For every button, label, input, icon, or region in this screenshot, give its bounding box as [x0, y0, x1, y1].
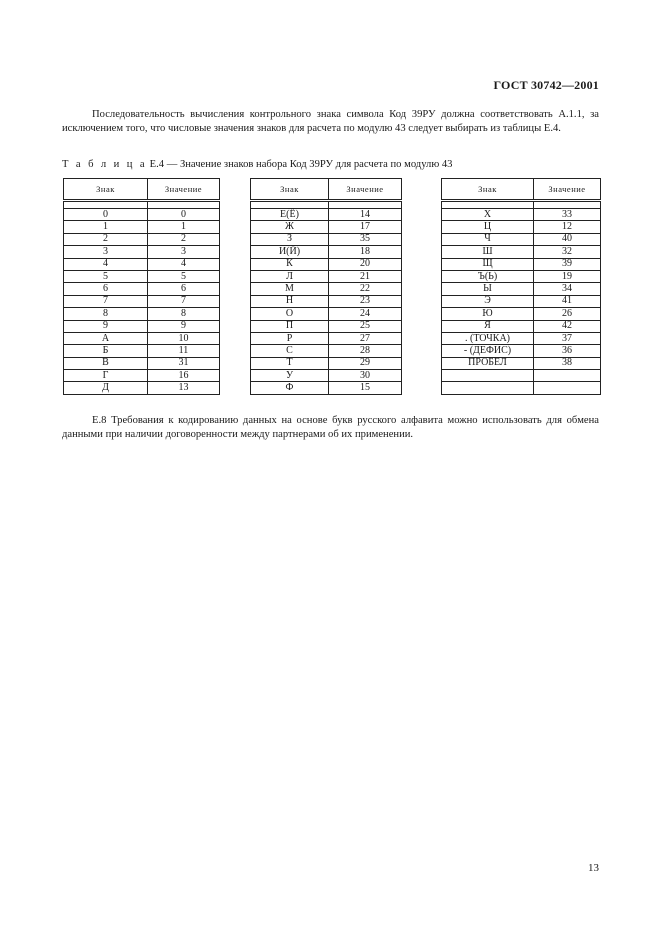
table-row [251, 370, 402, 382]
cell-value: 17 [329, 221, 402, 233]
table-row [442, 357, 601, 369]
cell-sign: Б [64, 345, 148, 357]
cell-value: 6 [148, 283, 220, 295]
cell-sign: Ж [251, 221, 329, 233]
cell-sign: 2 [64, 233, 148, 245]
cell-sign: Р [251, 332, 329, 344]
table-caption [62, 159, 452, 170]
page-number: 13 [588, 862, 599, 874]
cell-value: 39 [534, 258, 601, 270]
table-row [64, 221, 220, 233]
cell-value: 5 [148, 270, 220, 282]
cell-value: 21 [329, 270, 402, 282]
table-row [64, 357, 220, 369]
column-header-sign: Знак [442, 179, 534, 201]
cell-sign: Д [64, 382, 148, 394]
cell-sign: У [251, 370, 329, 382]
cell-sign: М [251, 283, 329, 295]
cell-sign: . (ТОЧКА) [442, 332, 534, 344]
cell-sign: ПРОБЕЛ [442, 357, 534, 369]
cell-value: 34 [534, 283, 601, 295]
cell-sign: А [64, 332, 148, 344]
cell-value: 27 [329, 332, 402, 344]
table-header-row [251, 179, 402, 201]
cell-sign: Е(Ё) [251, 209, 329, 221]
cell-value: 15 [329, 382, 402, 394]
table-header-row [64, 179, 220, 201]
cell-sign [442, 382, 534, 394]
cell-sign [442, 370, 534, 382]
cell-value: 12 [534, 221, 601, 233]
table-row [251, 382, 402, 394]
cell-value: 2 [148, 233, 220, 245]
column-header-value: Значение [329, 179, 402, 201]
cell-value: 10 [148, 332, 220, 344]
cell-value: 8 [148, 308, 220, 320]
cell-value: 14 [329, 209, 402, 221]
table-row [251, 209, 402, 221]
cell-value: 25 [329, 320, 402, 332]
cell-sign: И(Й) [251, 246, 329, 258]
cell-value: 20 [329, 258, 402, 270]
table-row [251, 345, 402, 357]
cell-value: 3 [148, 246, 220, 258]
table-row [64, 258, 220, 270]
table-row [64, 283, 220, 295]
cell-sign: Ц [442, 221, 534, 233]
table-row [64, 209, 220, 221]
table-row [251, 295, 402, 307]
cell-sign: Ы [442, 283, 534, 295]
cell-value: 11 [148, 345, 220, 357]
table-row [442, 345, 601, 357]
table-row [251, 320, 402, 332]
table-caption-label: Т а б л и ц а [62, 159, 147, 170]
cell-sign: Г [64, 370, 148, 382]
table-row [442, 209, 601, 221]
paragraph-requirements: Е.8 Требования к кодированию данных на основе букв русского алфавита можно использовать для обмена данными при наличии договоренности между партнерами об их применении. [62, 415, 599, 440]
column-header-value: Значение [148, 179, 220, 201]
table-row [251, 233, 402, 245]
header-separator [64, 201, 220, 209]
table-row [442, 270, 601, 282]
table-row [442, 283, 601, 295]
cell-value: 26 [534, 308, 601, 320]
cell-value: 32 [534, 246, 601, 258]
document-standard-number: ГОСТ 30742—2001 [493, 78, 599, 92]
cell-sign: П [251, 320, 329, 332]
cell-sign: В [64, 357, 148, 369]
cell-sign: Л [251, 270, 329, 282]
column-header-sign: Знак [251, 179, 329, 201]
header-separator [442, 201, 601, 209]
table-caption-text: Е.4 — Значение знаков набора Код 39РУ для расчета по модулю 43 [149, 159, 453, 170]
cell-value: 0 [148, 209, 220, 221]
code-table-1 [63, 178, 220, 395]
cell-value: 28 [329, 345, 402, 357]
column-header-sign: Знак [64, 179, 148, 201]
cell-value: 16 [148, 370, 220, 382]
table-row [442, 370, 601, 382]
cell-value: 13 [148, 382, 220, 394]
table-row [251, 246, 402, 258]
table-header-row [442, 179, 601, 201]
table-row [251, 283, 402, 295]
cell-value: 23 [329, 295, 402, 307]
cell-value: 36 [534, 345, 601, 357]
column-header-value: Значение [534, 179, 601, 201]
table-row [251, 357, 402, 369]
cell-sign: Ч [442, 233, 534, 245]
cell-sign: 8 [64, 308, 148, 320]
table-row [64, 345, 220, 357]
cell-value: 18 [329, 246, 402, 258]
table-row [442, 295, 601, 307]
table-row [442, 332, 601, 344]
cell-sign: 9 [64, 320, 148, 332]
cell-sign: 3 [64, 246, 148, 258]
cell-value: 9 [148, 320, 220, 332]
cell-sign: Ш [442, 246, 534, 258]
table-row [251, 332, 402, 344]
cell-sign: 1 [64, 221, 148, 233]
cell-value: 41 [534, 295, 601, 307]
table-row [442, 320, 601, 332]
cell-value: 29 [329, 357, 402, 369]
table-row [64, 382, 220, 394]
table-row [442, 308, 601, 320]
table-row [64, 246, 220, 258]
cell-sign: Т [251, 357, 329, 369]
cell-sign: Х [442, 209, 534, 221]
table-row [64, 270, 220, 282]
cell-sign: 7 [64, 295, 148, 307]
table-row [442, 246, 601, 258]
cell-value: 33 [534, 209, 601, 221]
table-row [251, 270, 402, 282]
table-row [442, 221, 601, 233]
cell-sign: Ф [251, 382, 329, 394]
code-table-3 [441, 178, 601, 395]
cell-value: 19 [534, 270, 601, 282]
cell-sign: З [251, 233, 329, 245]
cell-sign: С [251, 345, 329, 357]
cell-sign: О [251, 308, 329, 320]
code-table-2 [250, 178, 402, 395]
paragraph-check-character: Последовательность вычисления контрольного знака символа Код 39РУ должна соответствовать А.1.1, за исключением того, что числовые значения знаков для расчета по модулю 43 следует выбирать из таблицы Е.4. [62, 109, 599, 134]
cell-sign: 5 [64, 270, 148, 282]
table-row [64, 332, 220, 344]
cell-value: 37 [534, 332, 601, 344]
cell-value: 40 [534, 233, 601, 245]
cell-sign: Ю [442, 308, 534, 320]
cell-value: 38 [534, 357, 601, 369]
table-row [64, 370, 220, 382]
table-row [64, 308, 220, 320]
cell-value: 1 [148, 221, 220, 233]
cell-sign: 0 [64, 209, 148, 221]
cell-sign: Ъ(Ь) [442, 270, 534, 282]
cell-value: 7 [148, 295, 220, 307]
cell-value: 4 [148, 258, 220, 270]
cell-value: 31 [148, 357, 220, 369]
cell-value: 42 [534, 320, 601, 332]
table-row [442, 382, 601, 394]
cell-sign: Э [442, 295, 534, 307]
cell-value: 24 [329, 308, 402, 320]
cell-sign: 4 [64, 258, 148, 270]
cell-value: 35 [329, 233, 402, 245]
table-row [442, 258, 601, 270]
table-row [251, 308, 402, 320]
table-row [442, 233, 601, 245]
cell-value: 22 [329, 283, 402, 295]
cell-value: 30 [329, 370, 402, 382]
cell-sign: Щ [442, 258, 534, 270]
cell-sign: Н [251, 295, 329, 307]
cell-sign: 6 [64, 283, 148, 295]
table-row [251, 221, 402, 233]
table-row [64, 320, 220, 332]
header-separator [251, 201, 402, 209]
table-row [64, 295, 220, 307]
cell-sign: К [251, 258, 329, 270]
cell-value [534, 382, 601, 394]
cell-sign: Я [442, 320, 534, 332]
table-row [64, 233, 220, 245]
cell-value [534, 370, 601, 382]
table-row [251, 258, 402, 270]
cell-sign: - (ДЕФИС) [442, 345, 534, 357]
